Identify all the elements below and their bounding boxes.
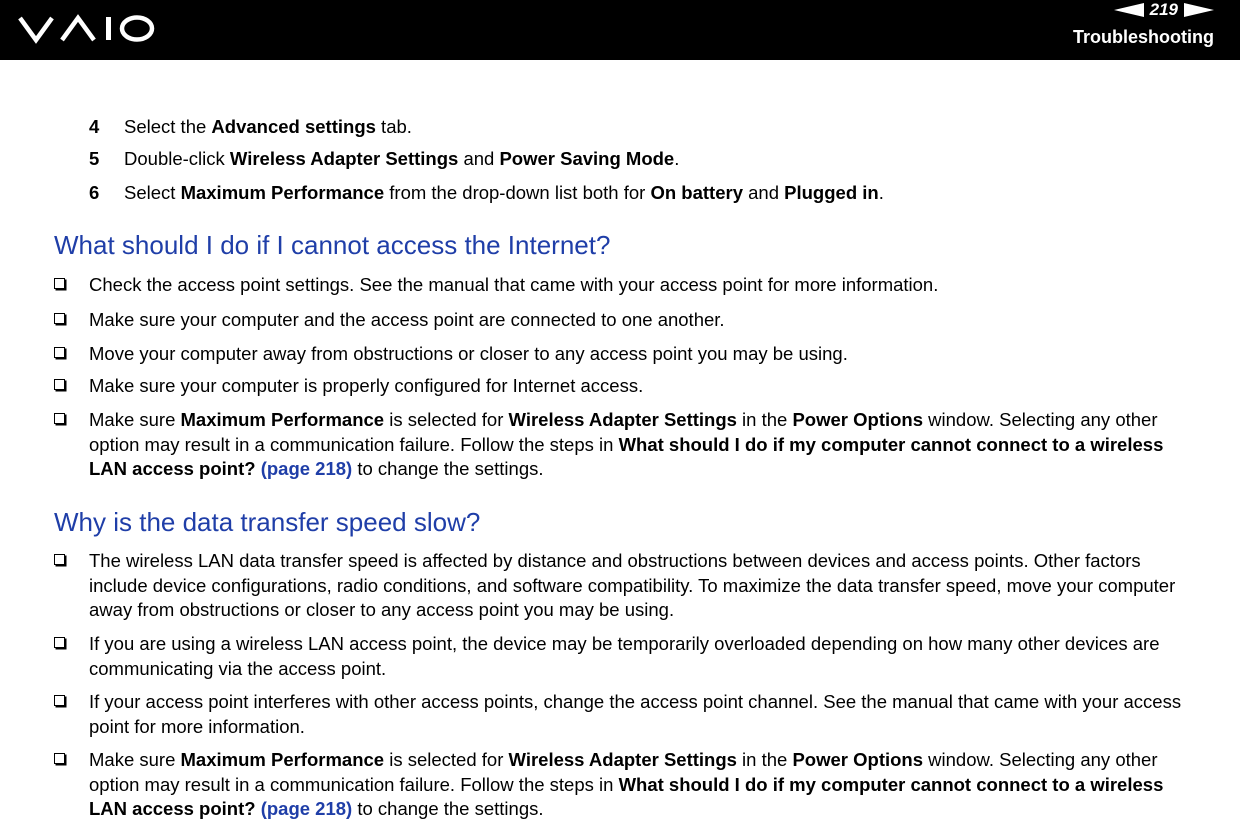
list-item [54, 408, 1194, 482]
list-item [54, 273, 1194, 298]
page-218-link[interactable]: (page 218) [260, 798, 353, 819]
list-item [54, 374, 1194, 399]
page-number: 219 [1149, 0, 1178, 19]
text-run: to change the settings. [352, 798, 544, 819]
text-run: in the [736, 749, 793, 770]
text-run: is selected for [384, 749, 509, 770]
checkbox-bullet-icon [54, 313, 65, 324]
text-run: window. Selecting any other option may result in a communication failure. Follow the steps in [89, 409, 1158, 455]
text-run: Double-click [124, 148, 230, 169]
section-heading: What should I do if I cannot access the Internet? [54, 230, 611, 260]
step-text [124, 182, 884, 204]
checkbox-bullet-icon [54, 637, 65, 648]
text-run: to change the settings. [352, 458, 544, 479]
list-item [54, 308, 1194, 333]
page-navigation [1114, 0, 1214, 20]
bold-run: Wireless Adapter Settings [229, 148, 459, 169]
list-item-text [89, 748, 1194, 822]
checkbox-bullet-icon [54, 753, 65, 764]
bold-run: Maximum Performance [180, 182, 385, 203]
triangle-right-icon[interactable] [1184, 3, 1214, 17]
bold-run: On battery [650, 182, 743, 203]
bold-run: Power Saving Mode [499, 148, 675, 169]
vaio-logo-icon [18, 10, 158, 46]
text-run: is selected for [384, 409, 509, 430]
list-item-text: The wireless LAN data transfer speed is affected by distance and obstructions between devices and access points. Other factors include device configurations, radio conditions, and software compatibility. To maximize the data transfer speed, move your computer away from obstructions or closer to any access point you may be using. [89, 550, 1176, 620]
bold-run: Plugged in [784, 182, 879, 203]
bold-run: Wireless Adapter Settings [508, 749, 737, 770]
page-218-link[interactable]: (page 218) [260, 458, 353, 479]
text-run: Make sure [89, 749, 181, 770]
text-run: . [878, 182, 884, 203]
checkbox-bullet-icon [54, 413, 65, 424]
list-item [54, 690, 1194, 739]
list-item [54, 748, 1194, 822]
step-text [124, 116, 412, 138]
list-item-text: If you are using a wireless LAN access point, the device may be temporarily overloaded depending on how many other devices are communicating via the access point. [89, 633, 1160, 679]
list-item-text: Make sure your computer is properly configured for Internet access. [89, 375, 644, 396]
bold-run: Wireless Adapter Settings [508, 409, 737, 430]
bold-run: Maximum Performance [180, 749, 385, 770]
list-item [54, 342, 1194, 367]
vaio-logo [18, 10, 158, 51]
list-item-text [89, 408, 1194, 482]
bold-run: Power Options [792, 749, 924, 770]
bold-run: Power Options [792, 409, 924, 430]
text-run: from the drop-down list both for [384, 182, 651, 203]
bold-run: Advanced settings [211, 116, 376, 137]
page-header [0, 0, 1240, 60]
list-item [54, 549, 1194, 623]
text-run: window. Selecting any other option may result in a communication failure. Follow the steps in [89, 749, 1158, 795]
section-title: Troubleshooting [1073, 27, 1214, 47]
list-item [54, 632, 1194, 681]
bold-run: What should I do if my computer cannot connect to a wireless LAN access point? [89, 433, 1164, 479]
triangle-left-icon[interactable] [1114, 3, 1144, 17]
step-text [124, 148, 679, 170]
step-number: 4 [89, 116, 100, 137]
list-item-text: Check the access point settings. See the manual that came with your access point for more information. [89, 274, 939, 295]
text-run: Select [124, 182, 181, 203]
text-run: Select the [124, 116, 212, 137]
checkbox-bullet-icon [54, 379, 65, 390]
step-number: 5 [89, 148, 100, 169]
text-run: and [458, 148, 500, 169]
checkbox-bullet-icon [54, 554, 65, 565]
checkbox-bullet-icon [54, 695, 65, 706]
text-run: tab. [375, 116, 412, 137]
list-item-text: Move your computer away from obstructions or closer to any access point you may be using. [89, 343, 848, 364]
checkbox-bullet-icon [54, 278, 65, 289]
checkbox-bullet-icon [54, 347, 65, 358]
list-item-text: Make sure your computer and the access point are connected to one another. [89, 309, 725, 330]
bold-run: Maximum Performance [180, 409, 385, 430]
step-number: 6 [89, 182, 100, 203]
bold-run: What should I do if my computer cannot connect to a wireless LAN access point? [89, 773, 1164, 819]
text-run: . [674, 148, 680, 169]
text-run: in the [736, 409, 793, 430]
list-item-text: If your access point interferes with other access points, change the access point channel. See the manual that came with your access point for more information. [89, 691, 1182, 737]
section-heading: Why is the data transfer speed slow? [54, 507, 481, 537]
text-run: Make sure [89, 409, 181, 430]
text-run: and [743, 182, 785, 203]
